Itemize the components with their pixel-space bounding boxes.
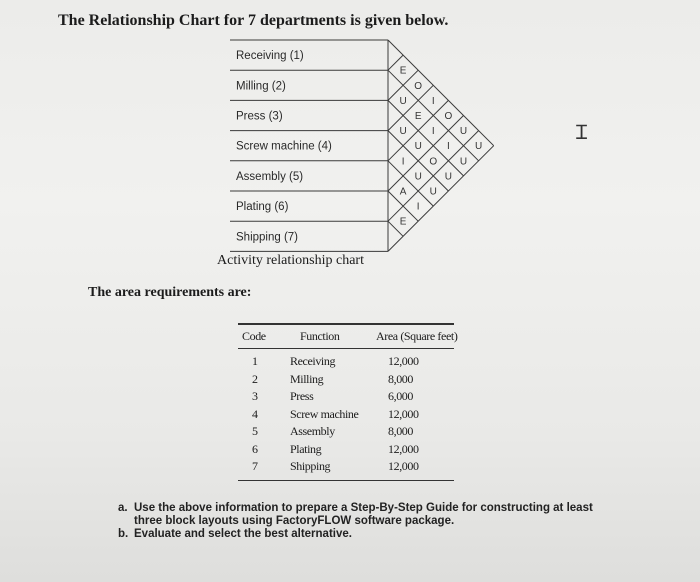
task-a-label: a. [118,502,128,514]
row-area: 12,000 [388,354,419,368]
page-title: The Relationship Chart for 7 departments is given below. [58,12,449,29]
relationship-code-2-4: E [414,111,422,122]
relationship-code-3-5: U [414,141,422,153]
header-code: Code [242,329,266,343]
task-b [118,528,624,541]
row-area: 8,000 [388,371,414,386]
relationship-code-5-7: I [416,201,420,213]
row-code: 3 [252,389,258,403]
chart-caption: Activity relationship chart [217,253,364,268]
row-function: Milling [290,371,324,386]
relationship-code-3-4: U [399,126,407,138]
relationship-code-1-4: I [431,95,435,107]
row-function: Receiving [290,354,336,368]
row-area: 12,000 [388,406,419,421]
relationship-code-4-6: U [414,171,422,183]
row-code: 5 [252,424,258,438]
relationship-code-3-6: O [429,156,438,168]
relationship-code-3-7: U [444,171,453,183]
relationship-code-1-2: E [399,65,407,77]
department-labels [236,50,332,243]
row-area: 12,000 [388,459,419,473]
table-top-rule [238,323,454,325]
relationship-code-2-3: U [399,95,407,107]
relationship-code-1-6: U [459,126,468,138]
table-row [238,424,454,438]
header-area: Area (Square feet) [376,329,458,343]
task-a-text: Use the above information to prepare a Step-By-Step Guide for constructing at least three block layouts using FactoryFLOW software package. [134,502,593,527]
row-area: 8,000 [388,424,414,438]
relationship-code-4-7: U [429,186,437,198]
table-row [238,372,454,386]
table-row [238,354,454,368]
relationship-code-5-6: A [399,186,407,198]
relationship-code-6-7: E [399,216,407,228]
relationship-code-1-5: O [444,111,453,122]
relationship-code-4-5: I [401,156,405,168]
diagonal-down [388,161,433,206]
row-code: 1 [252,354,258,368]
table-row [238,442,454,456]
row-code: 4 [252,406,258,421]
relationship-code-2-7: U [459,156,468,168]
relationship-code-2-5: I [431,126,435,138]
department-label: Plating (6) [236,201,289,214]
department-label: Milling (2) [236,80,286,93]
table-header-rule [238,348,454,349]
task-b-label: b. [118,528,129,540]
relationship-code-2-6: I [447,141,450,153]
table-bottom-rule [238,480,454,481]
area-table [238,323,458,483]
row-area: 12,000 [388,441,419,456]
row-function: Press [290,389,314,403]
row-code: 6 [252,441,258,456]
table-row [238,407,454,421]
row-function: Shipping [290,459,331,473]
task-a [118,502,624,527]
relationship-code-1-3: O [414,80,423,92]
task-list [118,502,624,542]
department-label: Receiving (1) [236,50,304,63]
text-cursor-icon: Ɪ [576,120,588,144]
row-function: Screw machine [290,406,359,421]
task-b-text: Evaluate and select the best alternative. [134,528,352,540]
table-row [238,459,454,473]
area-heading: The area requirements are: [88,285,252,300]
relationship-code-1-7: U [474,141,483,153]
row-area: 6,000 [388,389,414,403]
department-label: Assembly (5) [236,170,304,183]
header-function: Function [300,329,340,343]
row-code: 2 [252,371,258,386]
diagonal-up [388,85,433,130]
row-function: Plating [290,441,322,456]
row-code: 7 [252,459,258,473]
department-label: Shipping (7) [236,231,299,244]
relationship-codes [399,66,482,228]
row-function: Assembly [290,424,335,438]
department-label: Screw machine (4) [236,140,332,153]
table-row [238,389,454,403]
department-label: Press (3) [236,110,283,123]
